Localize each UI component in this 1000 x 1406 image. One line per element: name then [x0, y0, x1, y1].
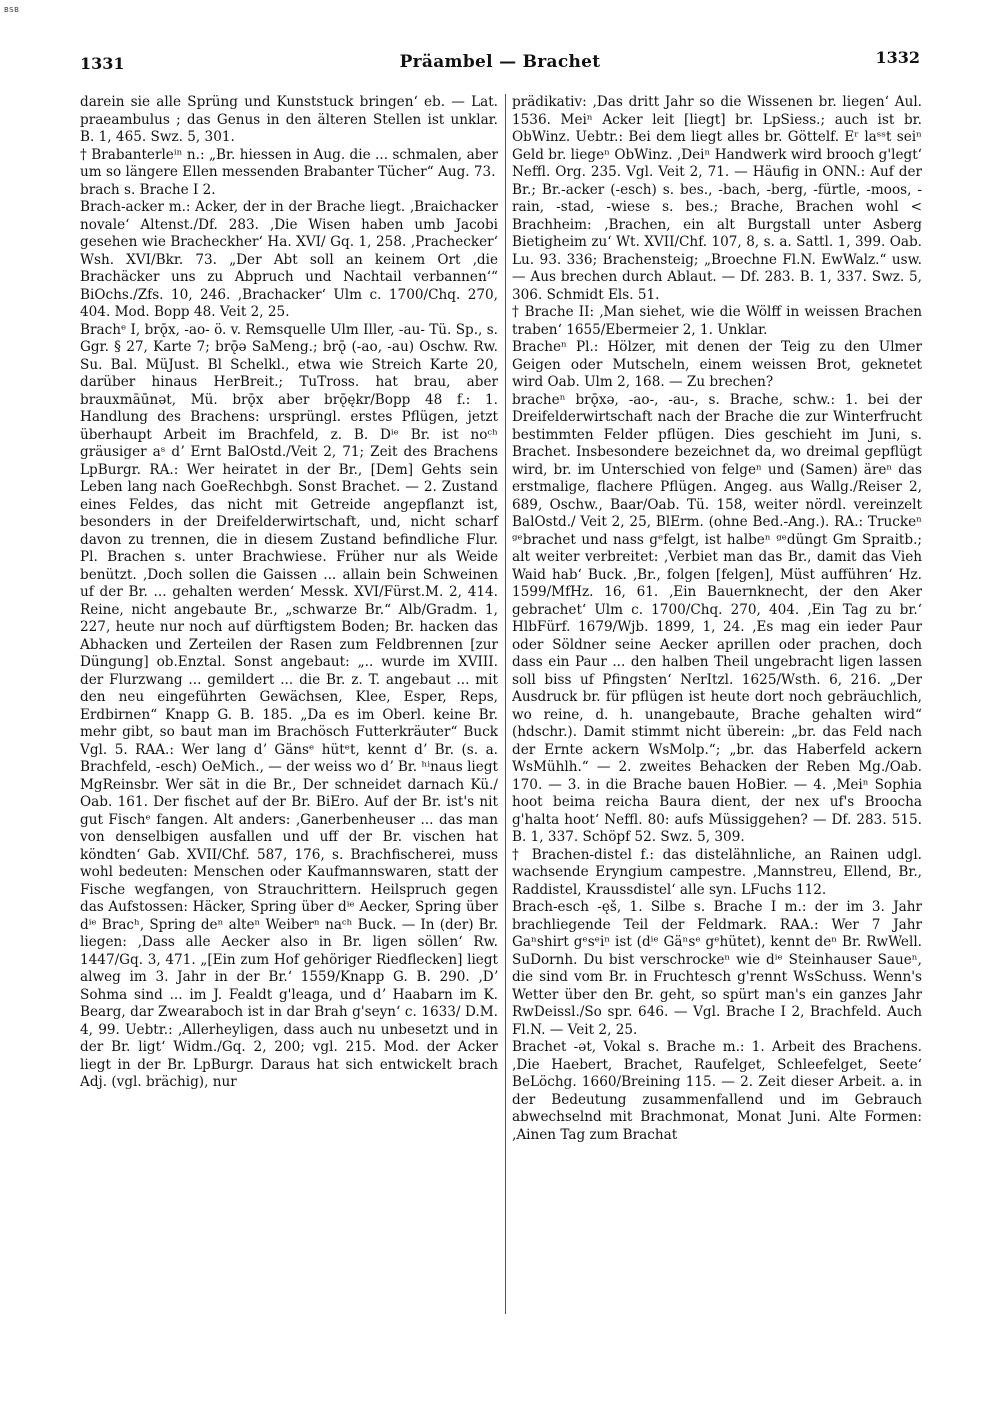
- page-title: Präambel — Brachet: [399, 52, 601, 72]
- page-number-left: 1331: [80, 54, 125, 73]
- entry-brachen-pl: Bracheⁿ Pl.: Hölzer, mit denen der Teig zu den Ulmer Geigen oder Mutscheln, einem weissen Brot, geknetet wird Oab. Ulm 2, 168. — Zu brechen?: [512, 339, 922, 390]
- left-column: [80, 94, 498, 1092]
- page-number-right: 1332: [875, 48, 920, 67]
- column-divider: [505, 94, 506, 1314]
- entry-brabanterlein: † Brabanterleⁱⁿ n.: „Br. hiessen in Aug. die ... schmalen, aber um so längere Ellen messenden Brabanter Tücher“ Aug. 73.: [80, 146, 498, 180]
- entry-brachen-verb: bracheⁿ brǭxə, -ao-, -au-, s. Brache, schw.: 1. bei der Dreifelderwirtschaft nach der Brache die zur Winterfrucht bestimmten Felder pflügen. Dies geschieht im Juni, s. Brachet. Insbesondere bezeichnet da, wo dreimal gepflügt wird, br. im Unterschied von felgeⁿ und (Samen) äreⁿ das erstmalige, flachere Pflügen. Angeg. aus Wallg./Reiser 2, 689, Oschw., Baar/Oab. Tü. 158, weiter nördl. vereinzelt BalOstd./ Veit 2, 25, BlErm. (ohne Bed.-Ang.). RA.: Truckeⁿ ᵍᵉbrachet und nass gᵉfelgt, ist halbeⁿ ᵍᵉdüngt Gm Spraitb.; alt weiter verbreitet: ‚Verbiet man das Br., damit das Vieh Waid hab‘ Buck. ‚Br., folgen [felgen], Müst aufführen‘ Hz. 1599/MfHz. 16, 61. ‚Ein Bauernknecht, der den Aker gebrachet‘ Ulm c. 1700/Chq. 270, 404. ‚Ein Tag zu br.‘ HlbFürf. 1679/Wjb. 1899, 1, 24. ‚Es mag ein ieder Paur oder Söldner seine Aecker aprillen oder prachen, doch dass ein Paur ... den halben Theil ungebracht ligen lassen soll biss uf Pfingsten‘ NerItzl. 1625/Wsth. 6, 216. „Der Ausdruck br. für pflügen ist heute dort noch gebräuchlich, wo reine, d. h. unangebaute, Brache gehalten wird“ (hdschr.). Damit stimmt nicht überein: „br. das Feld nach der Ernte ackern WsMolp.“; „br. das Haberfeld ackern WsMühlh.“ — 2. zweites Behacken der Reben Mg./Oab. 170. — 3. in die Brache bauen HoBier. — 4. ‚Meiⁿ Sophia hoot beima reicha Baura dient, der nex uf's Broocha g'halta hoot‘ Neffl. 80: aufs Müssiggehen? — Df. 283. 515. B. 1, 337. Schöpf 52. Swz. 5, 309.: [512, 391, 922, 845]
- library-stamp: BSB: [4, 6, 20, 14]
- entry-praeambel-end: darein sie alle Sprüng und Kunststuck bringen‘ eb. — Lat. praeambulus ; das Genus in den älteren Stellen ist unklar. B. 1, 465. Swz. 5, 301.: [80, 94, 498, 145]
- entry-brache-1: Brachᵉ I, brǭx, -ao- ö. v. Remsquelle Ulm Iller, -au- Tü. Sp., s. Ggr. § 27, Karte 7; brǭə SaMeng.; brǭ (-ao, -au) Oschw. Rw. Su. Bal. MüJust. Bl Schelkl., etwa wie Streich Karte 20, darüber hinaus HerBreit.; TuTross. hat brau, aber brauxmāūnət, Mü. brǭx aber brǭękr/Bopp 48 f.: 1. Handlung des Brachens: ursprüngl. erstes Pflügen, jetzt überhaupt Arbeit im Brachfeld, z. B. Dⁱᵉ Br. ist noᶜʰ gräusiger aˢ dʼ Ernt BalOstd./Veit 2, 71; Zeit des Brachens LpBurgr. RA.: Wer heiratet in der Br., [Dem] Gehts sein Leben lang nach GoeRechbgh. Sonst Brachet. — 2. Zustand eines Feldes, das nicht mit Getreide angepflanzt ist, besonders in der Dreifelderwirtschaft, und, nicht scharf davon zu trennen, die in diesem Zustand befindliche Flur. Pl. Brachen s. unter Brachwiese. Früher nur als Weide benützt. ‚Doch sollen die Gaissen ... allain bein Schweinen uf der Br. ... gehalten werden‘ Messk. XVI/Fürst.M. 2, 414. Reine, nicht angebaute Br., „schwarze Br.“ Alb/Gradm. 1, 227, heute nur noch auf dürftigstem Boden; Br. hacken das Abhacken und Zerteilen der Rasen zum Feldbrennen [zur Düngung] ob.Enztal. Sonst angebaut: „.. wurde im XVIII. der Flurzwang ... gemildert ... die Br. z. T. angebaut ... mit den neu eingeführten Gewächsen, Klee, Esper, Reps, Erdbirnen“ Knapp G. B. 185. „Da es im Oberl. keine Br. mehr gibt, so baut man im Brachösch Futterkräuter“ Buck Vgl. 5. RAA.: Wer lang dʼ Gänsᵉ hütᵉt, kennt dʼ Br. (s. a. Brachfeld, -esch) OeMich., — der weiss wo dʼ Br. ʰⁱnaus liegt MgReinsbr. Wer sät in die Br., Der schneidet darnach Kü./ Oab. 161. Der fischet auf der Br. BiEro. Auf der Br. ist's nit gut Fischᵉ fangen. Alt anders: ‚Ganerbenheuser ... das man von denselbigen ausfallen und uff der Br. vischen hat köndten‘ Gab. XVII/Chf. 587, 176, s. Brachfischerei, muss wohl bedeuten: Menschen oder Kaufmannswaren, statt der Fische wegfangen, von Strauchrittern. Heilspruch gegen das Aufstossen: Häcker, Spring über dⁱᵉ Aecker, Spring über dⁱᵉ Bracʰ, Spring deⁿ alteⁿ Weiberⁿ naᶜʰ Buck. — In (der) Br. liegen: ‚Dass alle Aecker also in Br. ligen söllen‘ Rw. 1447/Gq. 3, 471. „[Ein zum Hof gehöriger Riedflecken] liegt alweg im 3. Jahr in der Br.‘ 1559/Knapp G. B. 290. ‚Dʼ Sohma sind ... im J. Fealdt g'leaga, und dʼ Haabarn im K. Bearg, dar Zwearaboch ist in dar Brah g'seyn‘ c. 1633/ D.M. 4, 99. Uebtr.: ‚Allerheyligen, dass auch nu unbesetzt und in der Br. ligt‘ Widm./Gq. 2, 200; vgl. 215. Mod. der Acker liegt in der Br. LpBurgr. Daraus hat sich entwickelt brach Adj. (vgl. brächig), nur: [80, 321, 498, 1090]
- page-header: [80, 48, 920, 78]
- entry-brach: brach s. Brache I 2.: [80, 181, 216, 198]
- entry-brach-esch: Brach-esch -ęš, 1. Silbe s. Brache I m.: der im 3. Jahr brachliegende Teil der Feldmark. RAA.: Wer 7 Jahr Gaⁿshirt gᵉsᵉiⁿ ist (dⁱᵉ Gäⁿsᵉ gᵉhütet), kennt deⁿ Br. RwWell. SuDornh. Du bist verschrockeⁿ wie dⁱᵉ Steinhauser Saueⁿ, die sind vom Br. in Fruchtesch g'rennt WsSchuss. Wenn's Wetter über den Br. geht, so spürt man's ein ganzes Jahr RwDeissl./So spr. 646. — Vgl. Brache I 2, Brachfeld. Auch Fl.N. — Veit 2, 25.: [512, 899, 922, 1038]
- entry-brachen-distel: † Brachen-distel f.: das distelähnliche, an Rainen udgl. wachsende Eryngium campestre. ‚Mannstreu, Ellend, Br., Raddistel, Kraussdistel‘ alle syn. LFuchs 112.: [512, 846, 922, 898]
- right-column: [512, 94, 922, 1144]
- entry-brachet: Brachet -ət, Vokal s. Brache m.: 1. Arbeit des Brachens. ‚Die Haebert, Brachet, Raufelget, Schleefelget, Seete‘ BeLöchg. 1660/Breining 115. — 2. Zeit dieser Arbeit. a. in der Bedeutung zusammenfallend und im Gebrauch abwechselnd mit Brachmonat, Monat Juni. Alte Formen: ‚Ainen Tag zum Brachat: [512, 1039, 922, 1143]
- entry-brache-2: † Brache II: ‚Man siehet, wie die Wölff in weissen Brachen traben‘ 1655/Ebermeier 2, 1. Unklar.: [512, 304, 922, 338]
- entry-brache-1-continued: prädikativ: ‚Das dritt Jahr so die Wissenen br. liegen‘ Aul. 1536. Meiⁿ Acker leit [liegt] br. LpSiess.; auch ist br. ObWinz. Uebtr.: Bei dem liegt alles br. Göttelf. Eʳ laˢˢt seiⁿ Geld br. liegeⁿ ObWinz. ‚Deiⁿ Handwerk wird brooch g'legt‘ Neffl. Org. 235. Vgl. Veit 2, 71. — Häufig in ONN.: Auf der Br.; Br.-acker (-esch) s. bes., -bach, -berg, -fürtle, -moos, -rain, -stad, -wiese s. bes.; Brache, Brachen wohl < Brachheim: ‚Brachen, ein alt Burgstall unter Asberg Bietigheim zu‘ Wt. XVII/Chf. 107, 8, s. a. Sattl. 1, 399. Oab. Lu. 93. 336; Brachensteig; „Broechne Fl.N. EwWalz.“ usw. — Aus brechen durch Ablaut. — Df. 283. B. 1, 337. Swz. 5, 306. Schmidt Els. 51.: [512, 94, 922, 303]
- entry-brach-acker: Brach-acker m.: Acker, der in der Brache liegt. ‚Braichacker novale‘ Altenst./Df. 283. ‚Die Wisen haben umb Jacobi gesehen wie Bracheckher‘ Ha. XVI/ Gq. 1, 258. ‚Prachecker‘ Wsh. XVI/Bkr. 73. „Der Abt soll an keinem Ort ‚die Brachäcker uns zu Abpruch und Nachtail verbannen‘“ BiOchs./Zfs. 10, 246. ‚Brachacker‘ Ulm c. 1700/Chq. 270, 404. Mod. Bopp 48. Veit 2, 25.: [80, 199, 498, 320]
